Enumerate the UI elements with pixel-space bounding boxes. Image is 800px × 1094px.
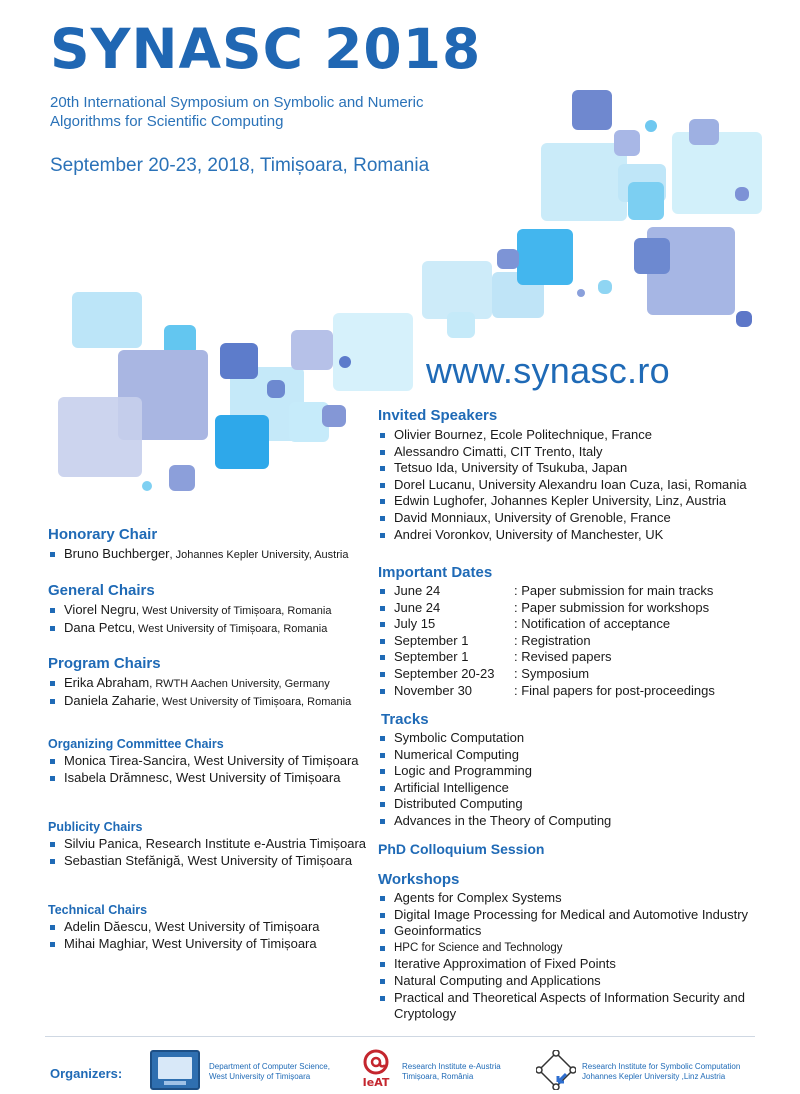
list-item: Edwin Lughofer, Johannes Kepler University, Linz, Austria bbox=[378, 493, 747, 510]
list-item: Advances in the Theory of Computing bbox=[378, 813, 611, 830]
organizers-label: Organizers: bbox=[50, 1066, 123, 1081]
computer-monitor-icon bbox=[150, 1050, 200, 1090]
page-title: SYNASC 2018 bbox=[50, 17, 482, 81]
organizing-chairs-heading: Organizing Committee Chairs bbox=[48, 737, 224, 751]
list-item: Distributed Computing bbox=[378, 796, 611, 813]
list-item: Dana Petcu, West University of Timișoara, Romania bbox=[48, 620, 331, 638]
invited-speakers-list bbox=[378, 427, 747, 543]
important-dates-list bbox=[378, 583, 715, 699]
workshops-heading: Workshops bbox=[378, 871, 460, 888]
list-item: Adelin Dăescu, West University of Timișoara bbox=[48, 919, 320, 936]
tracks-list bbox=[378, 730, 611, 830]
program-chairs-list bbox=[48, 675, 351, 710]
list-item: Tetsuo Ida, University of Tsukuba, Japan bbox=[378, 460, 747, 477]
list-item: Viorel Negru, West University of Timișoara, Romania bbox=[48, 602, 331, 620]
svg-text:IeAT: IeAT bbox=[362, 1076, 390, 1089]
general-chairs-list bbox=[48, 602, 331, 637]
honorary-chair-heading: Honorary Chair bbox=[48, 526, 158, 543]
organizer-dcs: Department of Computer Science, West University of Timișoara bbox=[209, 1062, 330, 1081]
list-item: Symbolic Computation bbox=[378, 730, 611, 747]
important-dates-heading: Important Dates bbox=[378, 564, 493, 581]
subtitle-line-1: 20th International Symposium on Symbolic and Numeric bbox=[50, 94, 424, 111]
list-item: September 20-23 : Symposium bbox=[378, 666, 715, 683]
list-item: November 30 : Final papers for post-proceedings bbox=[378, 683, 715, 700]
workshops-list bbox=[378, 890, 778, 1023]
ieat-logo-icon bbox=[358, 1048, 394, 1090]
general-chairs-heading: General Chairs bbox=[48, 582, 155, 599]
technical-chairs-heading: Technical Chairs bbox=[48, 903, 148, 917]
list-item: Monica Tirea-Sancira, West University of Timișoara bbox=[48, 753, 359, 770]
list-item: Agents for Complex Systems bbox=[378, 890, 778, 907]
invited-speakers-heading: Invited Speakers bbox=[378, 407, 498, 424]
symposium-subtitle bbox=[50, 93, 480, 131]
publicity-chairs-heading: Publicity Chairs bbox=[48, 820, 143, 834]
list-item: Alessandro Cimatti, CIT Trento, Italy bbox=[378, 444, 747, 461]
list-item: Andrei Voronkov, University of Manchester, UK bbox=[378, 527, 747, 544]
list-item: Daniela Zaharie, West University of Timișoara, Romania bbox=[48, 693, 351, 711]
list-item: Bruno Buchberger, Johannes Kepler University, Austria bbox=[48, 546, 348, 564]
publicity-chairs-list bbox=[48, 836, 366, 869]
list-item: HPC for Science and Technology bbox=[378, 940, 778, 957]
organizer-risc: Research Institute for Symbolic Computation Johannes Kepler University ,Linz Austria bbox=[582, 1062, 741, 1081]
list-item: Dorel Lucanu, University Alexandru Ioan Cuza, Iasi, Romania bbox=[378, 477, 747, 494]
list-item: Numerical Computing bbox=[378, 747, 611, 764]
organizing-chairs-list bbox=[48, 753, 359, 786]
list-item: Geoinformatics bbox=[378, 923, 778, 940]
list-item: David Monniaux, University of Grenoble, France bbox=[378, 510, 747, 527]
list-item: Artificial Intelligence bbox=[378, 780, 611, 797]
honorary-chair-list bbox=[48, 546, 348, 564]
list-item: Digital Image Processing for Medical and Automotive Industry bbox=[378, 907, 778, 924]
list-item: Natural Computing and Applications bbox=[378, 973, 778, 990]
list-item: June 24 : Paper submission for workshops bbox=[378, 600, 715, 617]
technical-chairs-list bbox=[48, 919, 320, 952]
tracks-heading: Tracks bbox=[381, 711, 429, 728]
subtitle-line-2: Algorithms for Scientific Computing bbox=[50, 113, 284, 130]
website-link[interactable]: www.synasc.ro bbox=[426, 350, 670, 391]
list-item: July 15 : Notification of acceptance bbox=[378, 616, 715, 633]
list-item: Olivier Bournez, Ecole Politechnique, France bbox=[378, 427, 747, 444]
risc-logo-icon bbox=[536, 1050, 576, 1090]
program-chairs-heading: Program Chairs bbox=[48, 655, 161, 672]
list-item: Practical and Theoretical Aspects of Information Security and Cryptology bbox=[378, 990, 778, 1023]
list-item: June 24 : Paper submission for main tracks bbox=[378, 583, 715, 600]
event-date-location: September 20-23, 2018, Timișoara, Romania bbox=[50, 155, 430, 176]
list-item: Mihai Maghiar, West University of Timișoara bbox=[48, 936, 320, 953]
list-item: September 1 : Revised papers bbox=[378, 649, 715, 666]
list-item: Isabela Drămnesc, West University of Timișoara bbox=[48, 770, 359, 787]
list-item: Erika Abraham, RWTH Aachen University, Germany bbox=[48, 675, 351, 693]
footer-divider bbox=[45, 1036, 755, 1037]
organizer-ieat: Research Institute e-Austria Timișoara, România bbox=[402, 1062, 501, 1081]
list-item: Silviu Panica, Research Institute e-Austria Timișoara bbox=[48, 836, 366, 853]
list-item: Iterative Approximation of Fixed Points bbox=[378, 956, 778, 973]
list-item: September 1 : Registration bbox=[378, 633, 715, 650]
list-item: Sebastian Stefănigă, West University of Timișoara bbox=[48, 853, 366, 870]
list-item: Logic and Programming bbox=[378, 763, 611, 780]
phd-colloquium-heading: PhD Colloquium Session bbox=[378, 841, 545, 857]
